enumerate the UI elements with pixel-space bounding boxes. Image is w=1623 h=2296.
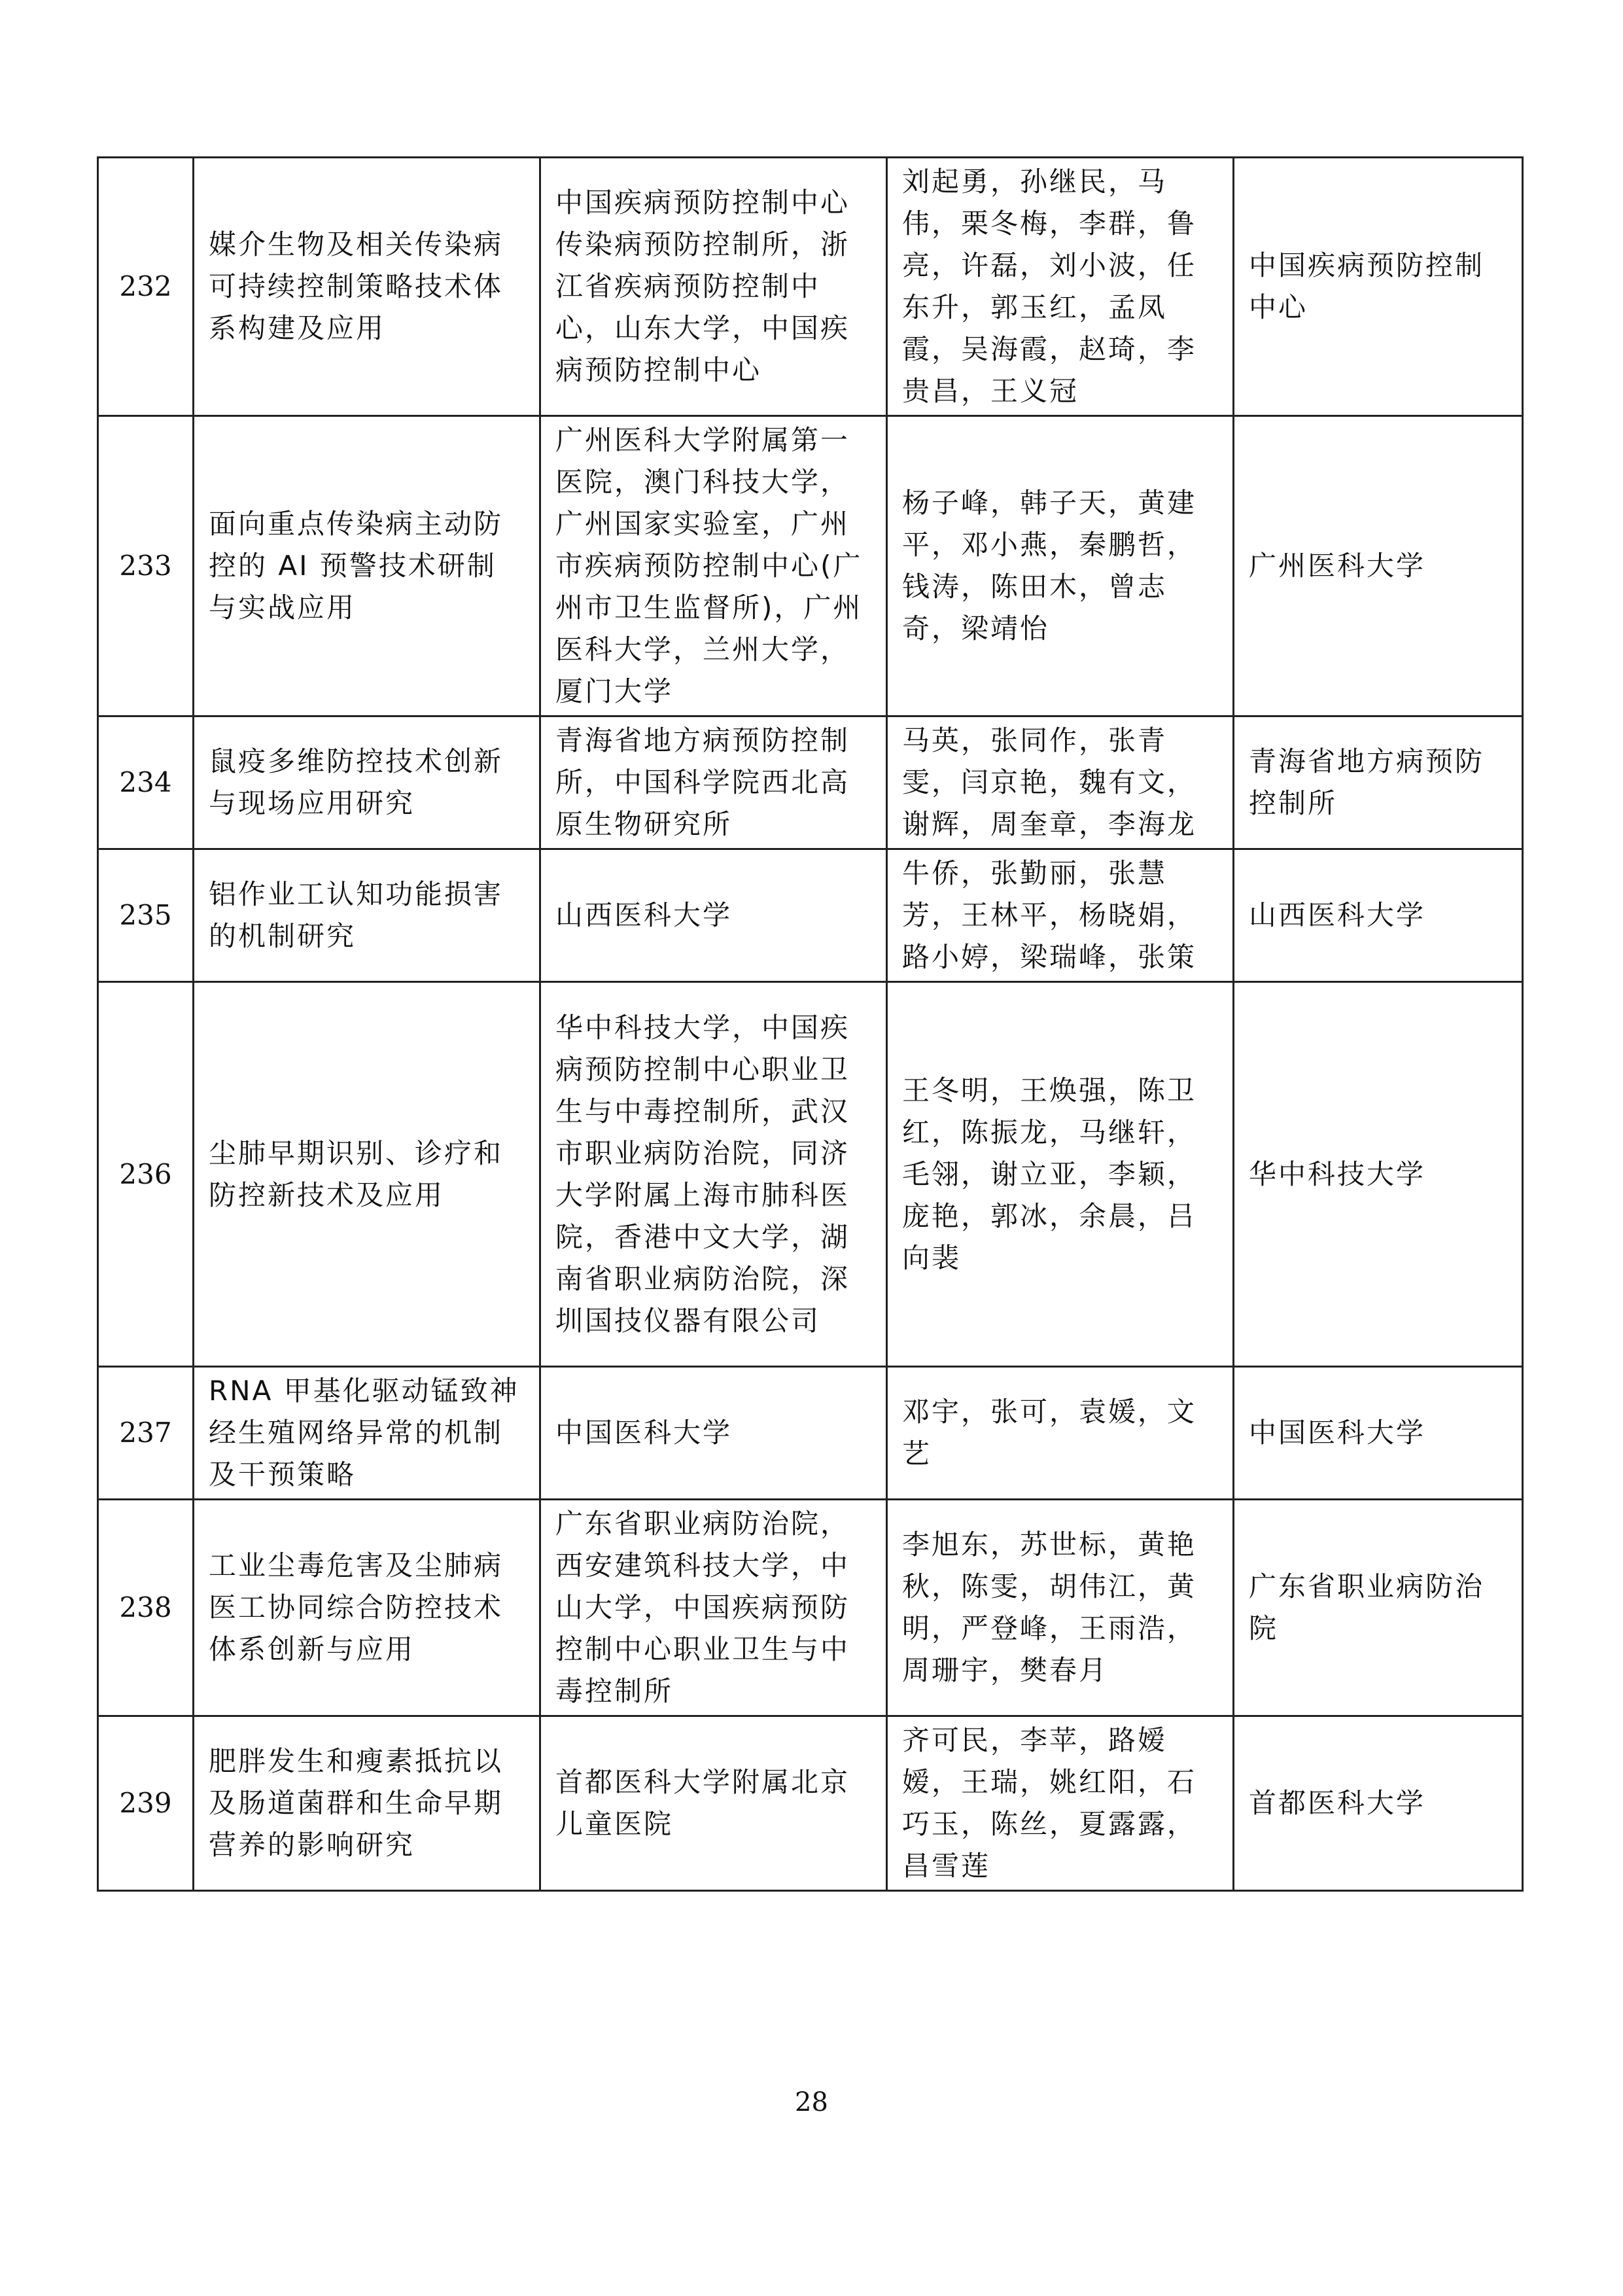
row-number: 235 [98, 849, 194, 982]
table-row [98, 416, 1523, 716]
completing-people: 邓宇，张可，袁媛，文艺 [887, 1367, 1234, 1500]
completing-units: 山西医科大学 [540, 849, 887, 982]
award-table [97, 156, 1524, 1892]
project-name: 铝作业工认知功能损害的机制研究 [194, 849, 540, 982]
table-row [98, 716, 1523, 849]
completing-units: 青海省地方病预防控制所，中国科学院西北高原生物研究所 [540, 716, 887, 849]
project-name: 尘肺早期识别、诊疗和防控新技术及应用 [194, 982, 540, 1367]
page-number: 28 [795, 2087, 828, 2117]
table-row [98, 158, 1523, 416]
nominator: 广东省职业病防治院 [1234, 1500, 1523, 1716]
table-row [98, 849, 1523, 982]
award-table-body [98, 158, 1523, 1891]
completing-units: 华中科技大学，中国疾病预防控制中心职业卫生与中毒控制所，武汉市职业病防治院，同济大学附属上海市肺科医院，香港中文大学，湖南省职业病防治院，深圳国技仪器有限公司 [540, 982, 887, 1367]
project-name: 工业尘毒危害及尘肺病医工协同综合防控技术体系创新与应用 [194, 1500, 540, 1716]
project-name: 面向重点传染病主动防控的 AI 预警技术研制与实战应用 [194, 416, 540, 716]
completing-people: 杨子峰，韩子天，黄建平，邓小燕，秦鹏哲，钱涛，陈田木，曾志奇，梁靖怡 [887, 416, 1234, 716]
table-row [98, 1367, 1523, 1500]
nominator: 华中科技大学 [1234, 982, 1523, 1367]
completing-people: 李旭东，苏世标，黄艳秋，陈雯，胡伟江，黄明，严登峰，王雨浩，周珊宇，樊春月 [887, 1500, 1234, 1716]
nominator: 中国医科大学 [1234, 1367, 1523, 1500]
nominator: 青海省地方病预防控制所 [1234, 716, 1523, 849]
completing-units: 中国医科大学 [540, 1367, 887, 1500]
completing-units: 广东省职业病防治院，西安建筑科技大学，中山大学，中国疾病预防控制中心职业卫生与中毒控制所 [540, 1500, 887, 1716]
completing-people: 齐可民，李苹，路嫒嫒，王瑞，姚红阳，石巧玉，陈丝，夏露露，昌雪莲 [887, 1716, 1234, 1891]
table-row [98, 1716, 1523, 1891]
nominator: 中国疾病预防控制中心 [1234, 158, 1523, 416]
row-number: 237 [98, 1367, 194, 1500]
nominator: 首都医科大学 [1234, 1716, 1523, 1891]
completing-people: 王冬明，王焕强，陈卫红，陈振龙，马继轩，毛翎，谢立亚，李颖，庞艳，郭冰，余晨，吕向裴 [887, 982, 1234, 1367]
completing-people: 马英，张同作，张青雯，闫京艳，魏有文，谢辉，周奎章，李海龙 [887, 716, 1234, 849]
table-row [98, 982, 1523, 1367]
completing-people: 牛侨，张勤丽，张慧芳，王林平，杨晓娟，路小婷，梁瑞峰，张策 [887, 849, 1234, 982]
row-number: 238 [98, 1500, 194, 1716]
completing-units: 首都医科大学附属北京儿童医院 [540, 1716, 887, 1891]
completing-people: 刘起勇，孙继民，马伟，栗冬梅，李群，鲁亮，许磊，刘小波，任东升，郭玉红，孟凤霞，吴海霞，赵琦，李贵昌，王义冠 [887, 158, 1234, 416]
row-number: 234 [98, 716, 194, 849]
table-row [98, 1500, 1523, 1716]
row-number: 233 [98, 416, 194, 716]
row-number: 236 [98, 982, 194, 1367]
project-name: 媒介生物及相关传染病可持续控制策略技术体系构建及应用 [194, 158, 540, 416]
nominator: 广州医科大学 [1234, 416, 1523, 716]
project-name: RNA 甲基化驱动锰致神经生殖网络异常的机制及干预策略 [194, 1367, 540, 1500]
row-number: 232 [98, 158, 194, 416]
completing-units: 中国疾病预防控制中心传染病预防控制所，浙江省疾病预防控制中心，山东大学，中国疾病预防控制中心 [540, 158, 887, 416]
row-number: 239 [98, 1716, 194, 1891]
nominator: 山西医科大学 [1234, 849, 1523, 982]
project-name: 肥胖发生和瘦素抵抗以及肠道菌群和生命早期营养的影响研究 [194, 1716, 540, 1891]
completing-units: 广州医科大学附属第一医院，澳门科技大学，广州国家实验室，广州市疾病预防控制中心(广州市卫生监督所)，广州医科大学，兰州大学，厦门大学 [540, 416, 887, 716]
project-name: 鼠疫多维防控技术创新与现场应用研究 [194, 716, 540, 849]
